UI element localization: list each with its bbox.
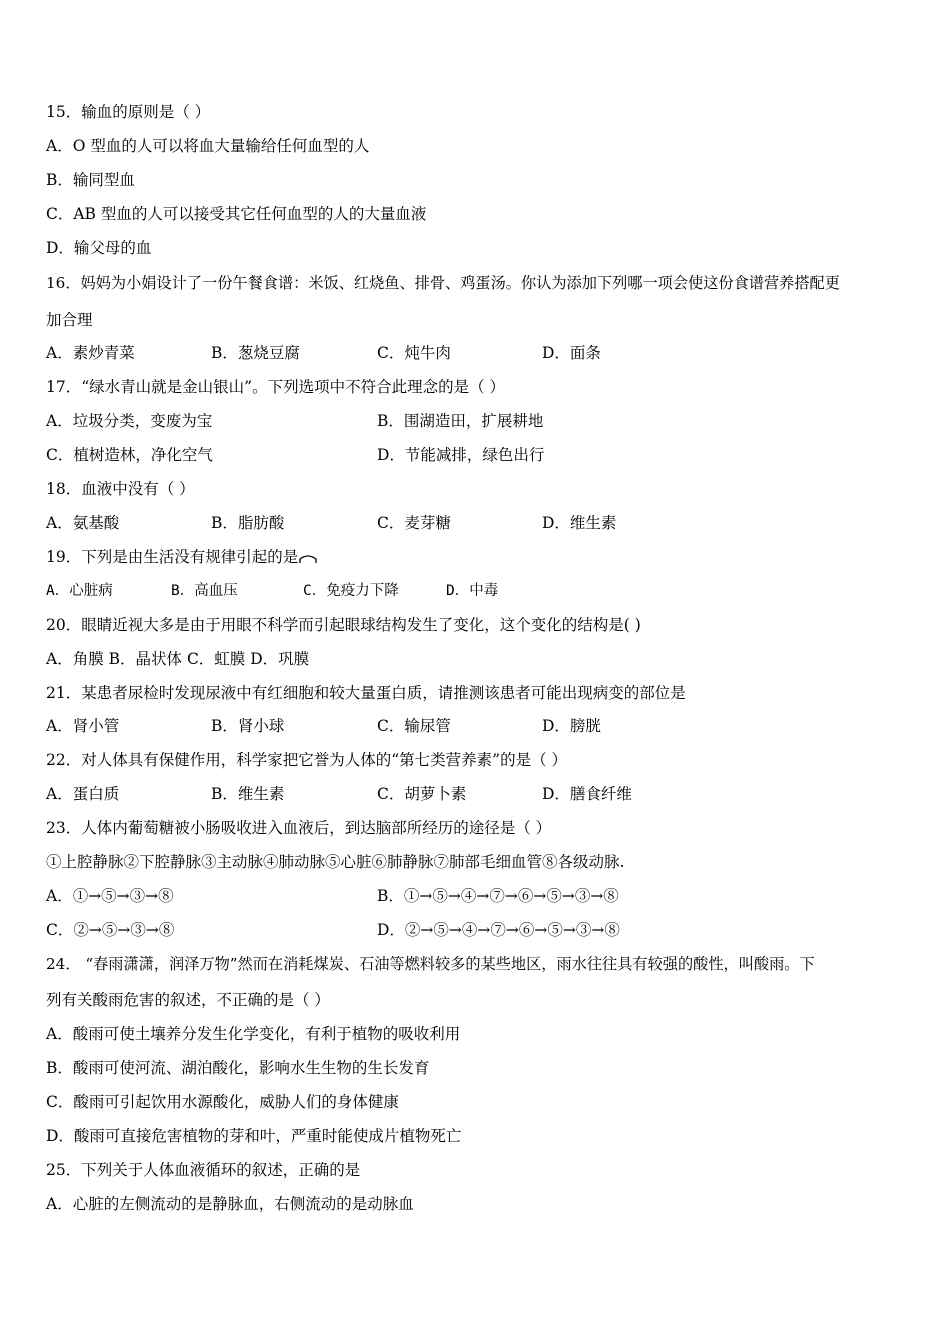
- q15-stem: 15．输血的原则是（ ）: [46, 103, 211, 121]
- q15-option-d: D．输父母的血: [46, 239, 152, 257]
- q16-stem-line2: 加合理: [46, 311, 93, 329]
- blank-bracket-icon: [298, 549, 318, 565]
- q16-option-d: D．面条: [542, 344, 601, 362]
- q24-stem-line1: 24． “春雨潇潇，润泽万物”然而在消耗煤炭、石油等燃料较多的某些地区，雨水往往具有较强的酸性，叫酸雨。下: [46, 955, 815, 973]
- q19-stem: [46, 547, 318, 567]
- q21-option-a: A．肾小管: [46, 717, 120, 735]
- q17-option-a: A．垃圾分类，变废为宝: [46, 412, 213, 430]
- q21-option-b: B．肾小球: [211, 717, 285, 735]
- q23-option-a: A．①→⑤→③→⑧: [46, 887, 174, 905]
- q22-stem: 22．对人体具有保健作用，科学家把它誉为人体的“第七类营养素”的是（ ）: [46, 751, 568, 769]
- q21-option-d: D．膀胱: [542, 717, 601, 735]
- q22-option-a: A．蛋白质: [46, 785, 120, 803]
- q18-option-c: C．麦芽糖: [377, 514, 451, 532]
- q18-option-b: B．脂肪酸: [211, 514, 285, 532]
- q20-options: A．角膜 B．晶状体 C．虹膜 D．巩膜: [46, 650, 310, 668]
- q24-option-c: C．酸雨可引起饮用水源酸化，威胁人们的身体健康: [46, 1093, 399, 1111]
- q17-option-c: C．植树造林，净化空气: [46, 446, 213, 464]
- q24-option-a: A．酸雨可使土壤养分发生化学变化，有利于植物的吸收利用: [46, 1025, 461, 1043]
- q23-option-b: B．①→⑤→④→⑦→⑥→⑤→③→⑧: [377, 887, 619, 905]
- q15-option-a: A．O 型血的人可以将血大量输给任何血型的人: [46, 137, 370, 155]
- q15-option-c: C．AB 型血的人可以接受其它任何血型的人的大量血液: [46, 205, 427, 223]
- q19-option-d: D．中毒: [446, 583, 499, 599]
- q16-option-b: B．葱烧豆腐: [211, 344, 300, 362]
- q19-option-b: B．高血压: [171, 583, 238, 599]
- q24-option-b: B．酸雨可使河流、湖泊酸化，影响水生生物的生长发育: [46, 1059, 430, 1077]
- q21-option-c: C．输尿管: [377, 717, 451, 735]
- q22-option-d: D．膳食纤维: [542, 785, 632, 803]
- q20-stem: 20．眼睛近视大多是由于用眼不科学而引起眼球结构发生了变化，这个变化的结构是( ): [46, 616, 641, 634]
- q19-stem-text: 19．下列是由生活没有规律引起的是: [46, 548, 299, 566]
- q17-option-b: B．围湖造田，扩展耕地: [377, 412, 544, 430]
- q25-stem: 25．下列关于人体血液循环的叙述，正确的是: [46, 1161, 361, 1179]
- q16-option-c: C．炖牛肉: [377, 344, 451, 362]
- q24-option-d: D．酸雨可直接危害植物的芽和叶，严重时能使成片植物死亡: [46, 1127, 462, 1145]
- q16-stem-line1: 16．妈妈为小娟设计了一份午餐食谱：米饭、红烧鱼、排骨、鸡蛋汤。你认为添加下列哪一项会使这份食谱营养搭配更: [46, 274, 840, 292]
- q17-option-d: D．节能减排，绿色出行: [377, 446, 545, 464]
- q21-stem: 21．某患者尿检时发现尿液中有红细胞和较大量蛋白质，请推测该患者可能出现病变的部位是: [46, 684, 686, 702]
- q22-option-b: B．维生素: [211, 785, 285, 803]
- q23-option-d: D．②→⑤→④→⑦→⑥→⑤→③→⑧: [377, 921, 620, 939]
- q23-option-c: C．②→⑤→③→⑧: [46, 921, 175, 939]
- q22-option-c: C．胡萝卜素: [377, 785, 467, 803]
- q23-route-list: ①上腔静脉②下腔静脉③主动脉④肺动脉⑤心脏⑥肺静脉⑦肺部毛细血管⑧各级动脉.: [46, 853, 625, 871]
- q18-option-a: A．氨基酸: [46, 514, 120, 532]
- q16-option-a: A．素炒青菜: [46, 344, 135, 362]
- q19-option-a: A．心脏病: [46, 583, 113, 599]
- q25-option-a: A．心脏的左侧流动的是静脉血，右侧流动的是动脉血: [46, 1195, 414, 1213]
- q19-option-c: C．免疫力下降: [303, 583, 399, 599]
- q15-option-b: B．输同型血: [46, 171, 135, 189]
- q24-stem-line2: 列有关酸雨危害的叙述，不正确的是（ ）: [46, 991, 330, 1009]
- q17-stem: 17．“绿水青山就是金山银山”。下列选项中不符合此理念的是（ ）: [46, 378, 506, 396]
- q23-stem: 23．人体内葡萄糖被小肠吸收进入血液后，到达脑部所经历的途径是（ ）: [46, 819, 552, 837]
- q18-stem: 18．血液中没有（ ）: [46, 480, 195, 498]
- q18-option-d: D．维生素: [542, 514, 617, 532]
